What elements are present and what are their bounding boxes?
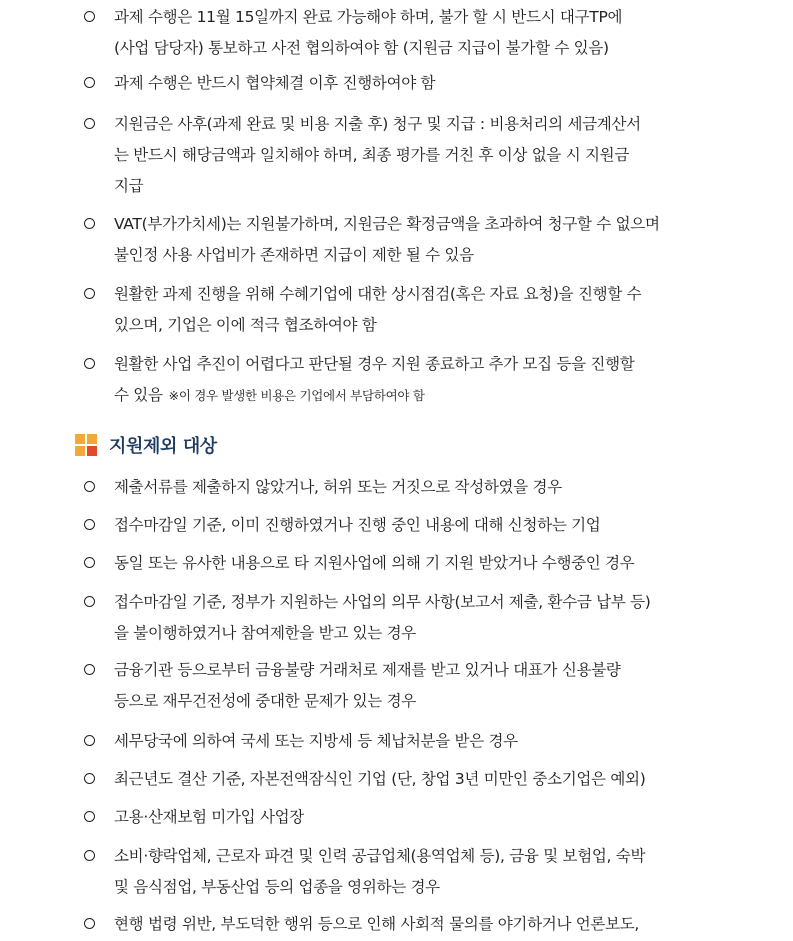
item-line: 고용·산재보험 미가입 사업장 [114, 808, 304, 826]
list-item [84, 909, 720, 940]
circle-bullet-icon [84, 596, 95, 607]
item-line: 있으며, 기업은 이에 적극 협조하여야 함 [114, 316, 377, 334]
item-line: 을 불이행하였거나 참여제한을 받고 있는 경우 [114, 624, 416, 642]
item-line-text: 수 있음 [114, 386, 163, 404]
item-line: 지급 [114, 177, 144, 195]
circle-bullet-icon [84, 218, 95, 229]
item-line: 금융기관 등으로부터 금융불량 거래처로 제재를 받고 있거나 대표가 신용불량 [114, 661, 621, 679]
item-line: 최근년도 결산 기준, 자본전액잠식인 기업 (단, 창업 3년 미만인 중소기업은 예외) [114, 770, 646, 788]
circle-bullet-icon [84, 358, 95, 369]
item-line: 현행 법령 위반, 부도덕한 행위 등으로 인해 사회적 물의를 야기하거나 언론보도, [114, 915, 640, 933]
item-line: 접수마감일 기준, 정부가 지원하는 사업의 의무 사항(보고서 제출, 환수금 납부 등) [114, 593, 651, 611]
item-note: ※이 경우 발생한 비용은 기업에서 부담하여야 함 [168, 388, 425, 403]
circle-bullet-icon [84, 11, 95, 22]
list-item [84, 279, 720, 341]
item-line: 접수마감일 기준, 이미 진행하였거나 진행 중인 내용에 대해 신청하는 기업 [114, 516, 601, 534]
list-item [84, 548, 720, 579]
four-squares-icon [75, 434, 97, 456]
item-line: 세무당국에 의하여 국세 또는 지방세 등 체납처분을 받은 경우 [114, 732, 518, 750]
item-line: 제출서류를 제출하지 않았거나, 허위 또는 거짓으로 작성하였을 경우 [114, 478, 562, 496]
item-line: 등으로 재무건전성에 중대한 문제가 있는 경우 [114, 692, 416, 710]
item-line: 과제 수행은 반드시 협약체결 이후 진행하여야 함 [114, 74, 436, 92]
list-item [84, 109, 720, 202]
circle-bullet-icon [84, 557, 95, 568]
circle-bullet-icon [84, 519, 95, 530]
circle-bullet-icon [84, 735, 95, 746]
section-title: 지원제외 대상 [109, 436, 217, 457]
circle-bullet-icon [84, 811, 95, 822]
list-item [84, 68, 720, 99]
circle-bullet-icon [84, 773, 95, 784]
circle-bullet-icon [84, 918, 95, 929]
circle-bullet-icon [84, 118, 95, 129]
item-line: 과제 수행은 11월 15일까지 완료 가능해야 하며, 불가 할 시 반드시 대구TP에 [114, 8, 623, 26]
list-item [84, 587, 720, 649]
circle-bullet-icon [84, 288, 95, 299]
section-header [75, 430, 217, 460]
item-line: 및 음식점업, 부동산업 등의 업종을 영위하는 경우 [114, 878, 440, 896]
circle-bullet-icon [84, 481, 95, 492]
item-line: 동일 또는 유사한 내용으로 타 지원사업에 의해 기 지원 받았거나 수행중인 경우 [114, 554, 635, 572]
item-line: 원활한 과제 진행을 위해 수혜기업에 대한 상시점검(혹은 자료 요청)을 진행할 수 [114, 285, 642, 303]
list-item [84, 726, 720, 757]
item-line: 지원금은 사후(과제 완료 및 비용 지출 후) 청구 및 지급 : 비용처리의 세금계산서 [114, 115, 641, 133]
list-item [84, 472, 720, 503]
item-line: VAT(부가가치세)는 지원불가하며, 지원금은 확정금액을 초과하여 청구할 수 없으며 [114, 215, 660, 233]
list-item [84, 802, 720, 833]
list-item [84, 510, 720, 541]
list-item [84, 349, 720, 411]
circle-bullet-icon [84, 850, 95, 861]
list-item [84, 655, 720, 717]
item-line: 불인정 사용 사업비가 존재하면 지급이 제한 될 수 있음 [114, 246, 474, 264]
list-item [84, 764, 720, 795]
circle-bullet-icon [84, 664, 95, 675]
circle-bullet-icon [84, 77, 95, 88]
item-line [84, 380, 720, 411]
item-line: 원활한 사업 추진이 어렵다고 판단될 경우 지원 종료하고 추가 모집 등을 진행할 [114, 355, 635, 373]
item-line: 는 반드시 해당금액과 일치해야 하며, 최종 평가를 거친 후 이상 없을 시 지원금 [114, 146, 630, 164]
item-line: 소비·향락업체, 근로자 파견 및 인력 공급업체(용역업체 등), 금융 및 보험업, 숙박 [114, 847, 646, 865]
list-item [84, 841, 720, 903]
list-item [84, 209, 720, 271]
item-line: (사업 담당자) 통보하고 사전 협의하여야 함 (지원금 지급이 불가할 수 있음) [114, 39, 609, 57]
list-item [84, 2, 720, 64]
